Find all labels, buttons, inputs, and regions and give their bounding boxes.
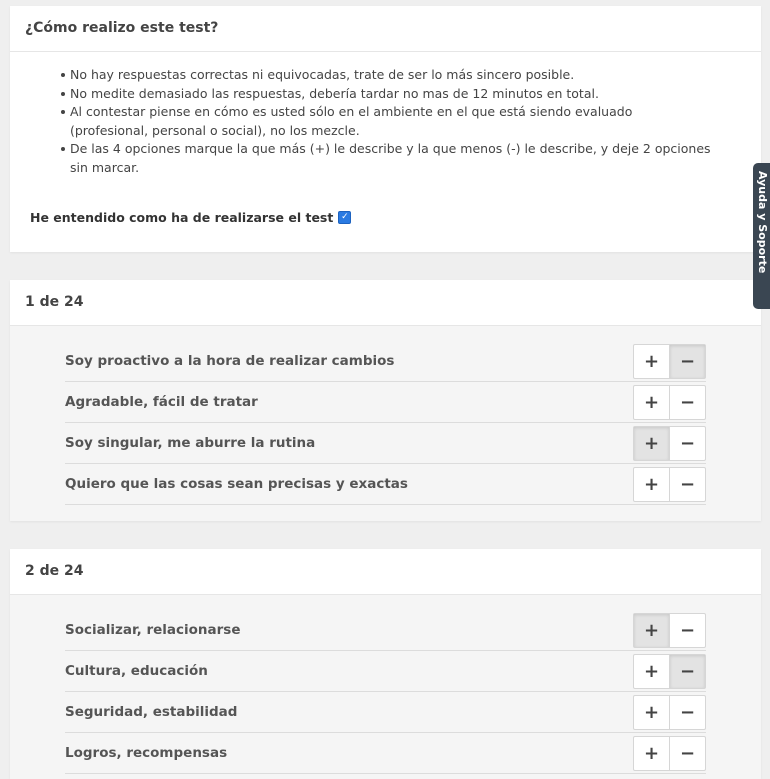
plus-button[interactable]: + — [634, 427, 669, 460]
option-label: Seguridad, estabilidad — [65, 704, 238, 720]
option-label: Quiero que las cosas sean precisas y exactas — [65, 476, 408, 492]
instructions-list — [10, 66, 761, 177]
question-counter: 1 de 24 — [10, 280, 761, 326]
option-label: Socializar, relacionarse — [65, 622, 241, 638]
plus-button[interactable]: + — [643, 742, 660, 764]
minus-button[interactable]: − — [669, 696, 705, 729]
option-label: Soy singular, me aburre la rutina — [65, 435, 316, 451]
plus-minus-group — [633, 736, 706, 771]
option-row — [65, 651, 706, 692]
option-row — [65, 423, 706, 464]
plus-button[interactable]: + — [634, 614, 669, 647]
plus-minus-group — [633, 613, 706, 648]
ack-checkbox[interactable]: ✓ — [338, 211, 351, 224]
instructions-title: ¿Cómo realizo este test? — [10, 6, 761, 52]
plus-minus-group — [633, 426, 706, 461]
minus-button[interactable]: − — [669, 345, 705, 378]
option-row — [65, 610, 706, 651]
instruction-item: No hay respuestas correctas ni equivocadas, trate de ser lo más sincero posible. — [70, 66, 761, 85]
minus-button[interactable]: − — [669, 737, 705, 770]
help-support-label: Ayuda y Soporte — [756, 171, 769, 274]
instruction-item: De las 4 opciones marque la que más (+) le describe y la que menos (-) le describe, y deje 2 opciones sin marcar. — [70, 140, 761, 177]
plus-button[interactable]: + — [643, 350, 660, 372]
question-counter: 2 de 24 — [10, 549, 761, 595]
plus-minus-group — [633, 467, 706, 502]
question-card-1 — [10, 280, 761, 521]
instruction-item: Al contestar piense en cómo es usted sólo en el ambiente en el que está siendo evaluado (profesional, personal o social), no los mezcle. — [70, 103, 761, 140]
question-card-2 — [10, 549, 761, 779]
ack-checkbox-row[interactable] — [30, 210, 351, 225]
instruction-item: No medite demasiado las respuestas, debería tardar no mas de 12 minutos en total. — [70, 85, 761, 104]
option-label: Agradable, fácil de tratar — [65, 394, 258, 410]
plus-minus-group — [633, 654, 706, 689]
option-label: Soy proactivo a la hora de realizar cambios — [65, 353, 395, 369]
plus-button[interactable]: + — [643, 701, 660, 723]
minus-button[interactable]: − — [669, 386, 705, 419]
plus-minus-group — [633, 695, 706, 730]
option-row — [65, 692, 706, 733]
ack-label: He entendido como ha de realizarse el test — [30, 210, 334, 225]
plus-button[interactable]: + — [643, 473, 660, 495]
option-row — [65, 382, 706, 423]
minus-button[interactable]: − — [669, 655, 705, 688]
instructions-card — [10, 6, 761, 252]
minus-button[interactable]: − — [669, 468, 705, 501]
option-label: Cultura, educación — [65, 663, 208, 679]
plus-minus-group — [633, 344, 706, 379]
option-label: Logros, recompensas — [65, 745, 228, 761]
plus-button[interactable]: + — [643, 391, 660, 413]
plus-minus-group — [633, 385, 706, 420]
plus-button[interactable]: + — [643, 660, 660, 682]
minus-button[interactable]: − — [669, 614, 705, 647]
option-row — [65, 733, 706, 774]
option-row — [65, 464, 706, 505]
help-support-tab[interactable] — [753, 163, 770, 309]
minus-button[interactable]: − — [669, 427, 705, 460]
option-row — [65, 341, 706, 382]
